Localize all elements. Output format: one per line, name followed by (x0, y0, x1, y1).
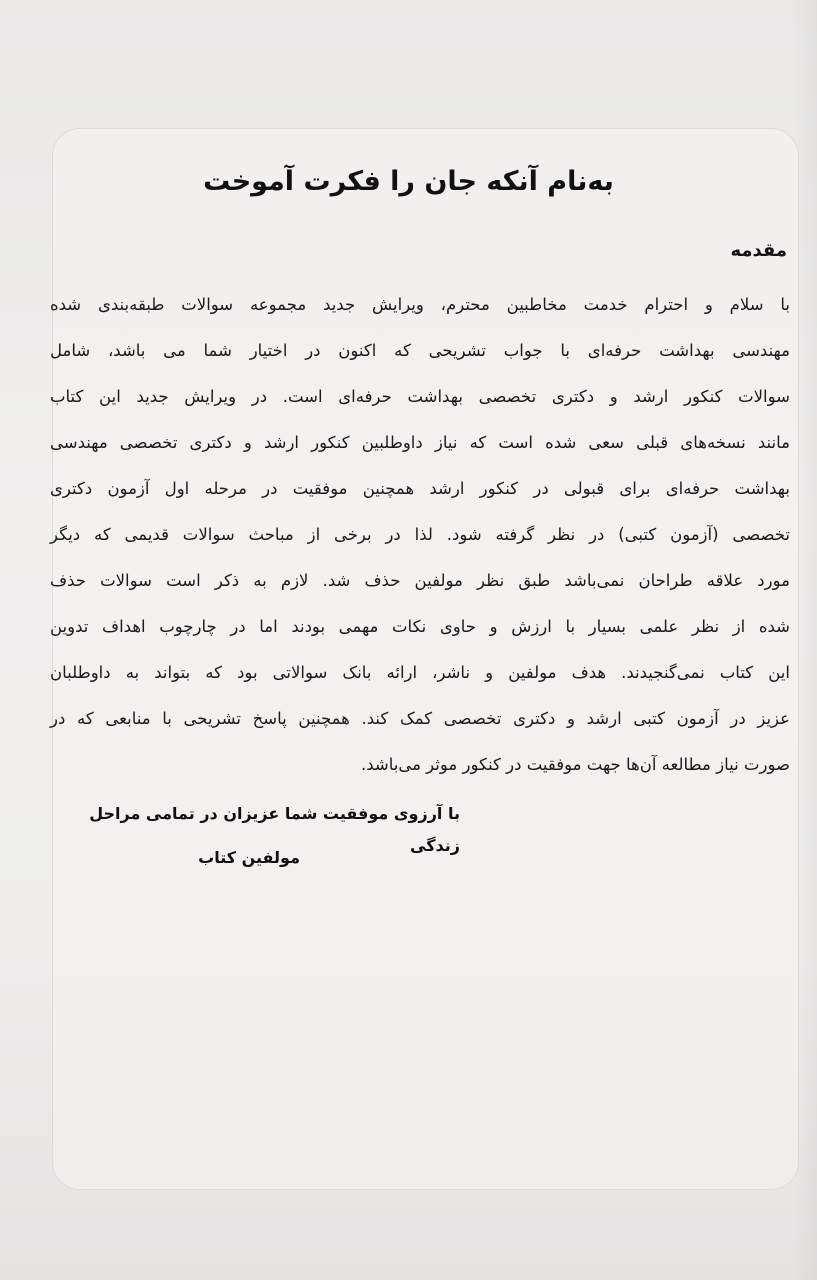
paragraph-line: مورد علاقه طراحان نمی‌باشد طبق نظر مولفین حذف شد. لازم به ذکر است سوالات حذف (50, 571, 790, 590)
closing-wish: با آرزوی موفقیت شما عزیزان در تمامی مراحل زندگی (89, 804, 460, 855)
paragraph-line: عزیز در آزمون کتبی ارشد و دکتری تخصصی کمک کند. همچنین پاسخ تشریحی با منابعی که در (50, 709, 790, 728)
intro-paragraph (50, 282, 790, 788)
section-heading: مقدمه (730, 240, 787, 261)
paragraph-line: صورت نیاز مطالعه آن‌ها جهت موفقیت در کنکور موثر می‌باشد. (360, 755, 790, 774)
paragraph-line: مهندسی بهداشت حرفه‌ای با جواب تشریحی که اکنون در اختیار شما می باشد، شامل (50, 341, 790, 360)
page-edge-shadow (795, 0, 817, 1280)
paragraph-line: شده از نظر علمی بسیار با ارزش و حاوی نکات مهمی بودند اما در چارچوب اهداف تدوین (50, 617, 790, 636)
paragraph-line: با سلام و احترام خدمت مخاطبین محترم، ویرایش جدید مجموعه سوالات طبقه‌بندی شده (50, 295, 790, 314)
paragraph-line: تخصصی (آزمون کتبی) در نظر گرفته شود. لذا در برخی از مباحث سوالات قدیمی که دیگر (50, 525, 790, 544)
authors-signature: مولفین کتاب (198, 848, 300, 867)
paragraph-line: بهداشت حرفه‌ای برای قبولی در کنکور ارشد همچنین موفقیت در مرحله اول آزمون دکتری (50, 479, 790, 498)
paragraph-line: این کتاب نمی‌گنجیدند. هدف مولفین و ناشر، ارائه بانک سوالاتی بود که بتواند به داوطلبان (50, 663, 790, 682)
paragraph-line: سوالات کنکور ارشد و دکتری تخصصی بهداشت حرفه‌ای است. در ویرایش جدید این کتاب (50, 387, 790, 406)
page-title: به‌نام آنکه جان را فکرت آموخت (203, 166, 614, 197)
paragraph-line: مانند نسخه‌های قبلی سعی شده است که نیاز داوطلبین کنکور ارشد و دکتری تخصصی مهندسی (50, 433, 790, 452)
